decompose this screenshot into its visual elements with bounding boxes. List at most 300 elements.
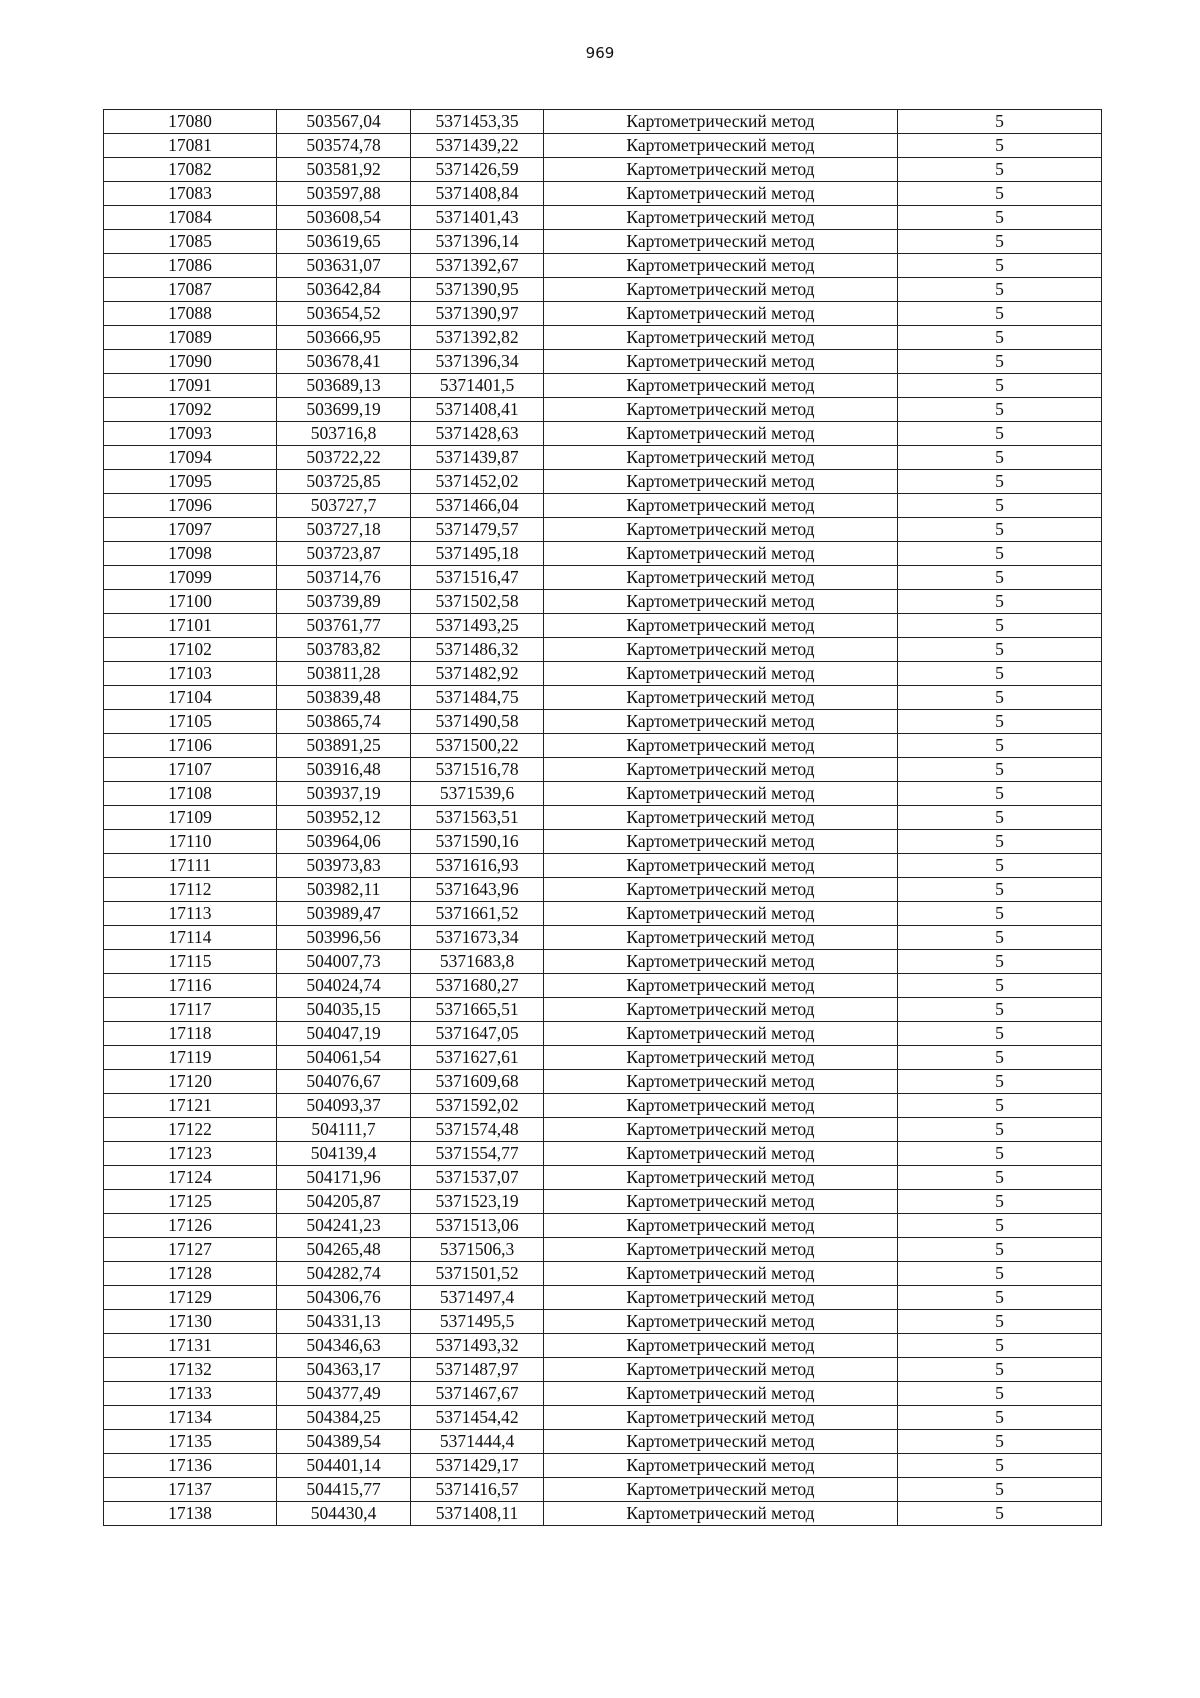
y-coordinate-cell: 5371647,05 <box>411 1022 544 1046</box>
table-row <box>104 902 1102 926</box>
x-coordinate-cell: 503608,54 <box>277 206 411 230</box>
x-coordinate-cell: 503581,92 <box>277 158 411 182</box>
point-number-cell: 17098 <box>104 542 277 566</box>
method-cell: Картометрический метод <box>544 926 898 950</box>
accuracy-cell: 5 <box>898 206 1102 230</box>
table-row <box>104 374 1102 398</box>
accuracy-cell: 5 <box>898 134 1102 158</box>
accuracy-cell: 5 <box>898 1382 1102 1406</box>
point-number-cell: 17104 <box>104 686 277 710</box>
table-row <box>104 278 1102 302</box>
table-row <box>104 446 1102 470</box>
table-row <box>104 230 1102 254</box>
point-number-cell: 17092 <box>104 398 277 422</box>
y-coordinate-cell: 5371493,25 <box>411 614 544 638</box>
point-number-cell: 17110 <box>104 830 277 854</box>
accuracy-cell: 5 <box>898 182 1102 206</box>
accuracy-cell: 5 <box>898 1310 1102 1334</box>
y-coordinate-cell: 5371627,61 <box>411 1046 544 1070</box>
method-cell: Картометрический метод <box>544 518 898 542</box>
y-coordinate-cell: 5371396,34 <box>411 350 544 374</box>
table-row <box>104 422 1102 446</box>
table-row <box>104 1046 1102 1070</box>
x-coordinate-cell: 504171,96 <box>277 1166 411 1190</box>
x-coordinate-cell: 504389,54 <box>277 1430 411 1454</box>
y-coordinate-cell: 5371513,06 <box>411 1214 544 1238</box>
accuracy-cell: 5 <box>898 1286 1102 1310</box>
x-coordinate-cell: 503567,04 <box>277 110 411 134</box>
y-coordinate-cell: 5371392,82 <box>411 326 544 350</box>
accuracy-cell: 5 <box>898 566 1102 590</box>
point-number-cell: 17093 <box>104 422 277 446</box>
accuracy-cell: 5 <box>898 926 1102 950</box>
method-cell: Картометрический метод <box>544 494 898 518</box>
x-coordinate-cell: 503642,84 <box>277 278 411 302</box>
table-row <box>104 158 1102 182</box>
table-row <box>104 878 1102 902</box>
y-coordinate-cell: 5371539,6 <box>411 782 544 806</box>
table-row <box>104 1022 1102 1046</box>
x-coordinate-cell: 503597,88 <box>277 182 411 206</box>
y-coordinate-cell: 5371500,22 <box>411 734 544 758</box>
point-number-cell: 17116 <box>104 974 277 998</box>
accuracy-cell: 5 <box>898 470 1102 494</box>
x-coordinate-cell: 504093,37 <box>277 1094 411 1118</box>
table-row <box>104 566 1102 590</box>
table-row <box>104 1094 1102 1118</box>
table-row <box>104 302 1102 326</box>
method-cell: Картометрический метод <box>544 278 898 302</box>
point-number-cell: 17137 <box>104 1478 277 1502</box>
method-cell: Картометрический метод <box>544 1502 898 1526</box>
method-cell: Картометрический метод <box>544 1286 898 1310</box>
method-cell: Картометрический метод <box>544 1454 898 1478</box>
x-coordinate-cell: 504430,4 <box>277 1502 411 1526</box>
y-coordinate-cell: 5371574,48 <box>411 1118 544 1142</box>
accuracy-cell: 5 <box>898 1430 1102 1454</box>
table-row <box>104 542 1102 566</box>
y-coordinate-cell: 5371616,93 <box>411 854 544 878</box>
table-row <box>104 1502 1102 1526</box>
table-row <box>104 1382 1102 1406</box>
y-coordinate-cell: 5371673,34 <box>411 926 544 950</box>
table-row <box>104 686 1102 710</box>
point-number-cell: 17099 <box>104 566 277 590</box>
method-cell: Картометрический метод <box>544 158 898 182</box>
point-number-cell: 17111 <box>104 854 277 878</box>
coordinates-table <box>103 109 1102 1526</box>
table-row <box>104 110 1102 134</box>
accuracy-cell: 5 <box>898 302 1102 326</box>
method-cell: Картометрический метод <box>544 350 898 374</box>
x-coordinate-cell: 504047,19 <box>277 1022 411 1046</box>
accuracy-cell: 5 <box>898 494 1102 518</box>
y-coordinate-cell: 5371506,3 <box>411 1238 544 1262</box>
table-row <box>104 518 1102 542</box>
point-number-cell: 17102 <box>104 638 277 662</box>
point-number-cell: 17138 <box>104 1502 277 1526</box>
accuracy-cell: 5 <box>898 998 1102 1022</box>
accuracy-cell: 5 <box>898 518 1102 542</box>
point-number-cell: 17128 <box>104 1262 277 1286</box>
point-number-cell: 17124 <box>104 1166 277 1190</box>
method-cell: Картометрический метод <box>544 302 898 326</box>
point-number-cell: 17114 <box>104 926 277 950</box>
coordinates-table-body <box>104 110 1102 1526</box>
method-cell: Картометрический метод <box>544 1022 898 1046</box>
table-row <box>104 1454 1102 1478</box>
method-cell: Картометрический метод <box>544 1334 898 1358</box>
y-coordinate-cell: 5371661,52 <box>411 902 544 926</box>
accuracy-cell: 5 <box>898 374 1102 398</box>
accuracy-cell: 5 <box>898 758 1102 782</box>
accuracy-cell: 5 <box>898 1118 1102 1142</box>
method-cell: Картометрический метод <box>544 566 898 590</box>
method-cell: Картометрический метод <box>544 1118 898 1142</box>
x-coordinate-cell: 504346,63 <box>277 1334 411 1358</box>
accuracy-cell: 5 <box>898 1358 1102 1382</box>
accuracy-cell: 5 <box>898 878 1102 902</box>
accuracy-cell: 5 <box>898 710 1102 734</box>
x-coordinate-cell: 503631,07 <box>277 254 411 278</box>
y-coordinate-cell: 5371466,04 <box>411 494 544 518</box>
x-coordinate-cell: 504363,17 <box>277 1358 411 1382</box>
x-coordinate-cell: 504377,49 <box>277 1382 411 1406</box>
accuracy-cell: 5 <box>898 662 1102 686</box>
x-coordinate-cell: 503574,78 <box>277 134 411 158</box>
x-coordinate-cell: 503952,12 <box>277 806 411 830</box>
y-coordinate-cell: 5371643,96 <box>411 878 544 902</box>
accuracy-cell: 5 <box>898 350 1102 374</box>
point-number-cell: 17081 <box>104 134 277 158</box>
point-number-cell: 17131 <box>104 1334 277 1358</box>
point-number-cell: 17135 <box>104 1430 277 1454</box>
y-coordinate-cell: 5371680,27 <box>411 974 544 998</box>
point-number-cell: 17136 <box>104 1454 277 1478</box>
table-row <box>104 974 1102 998</box>
y-coordinate-cell: 5371516,78 <box>411 758 544 782</box>
y-coordinate-cell: 5371401,5 <box>411 374 544 398</box>
method-cell: Картометрический метод <box>544 1070 898 1094</box>
point-number-cell: 17082 <box>104 158 277 182</box>
point-number-cell: 17113 <box>104 902 277 926</box>
table-row <box>104 1214 1102 1238</box>
x-coordinate-cell: 504415,77 <box>277 1478 411 1502</box>
method-cell: Картометрический метод <box>544 1382 898 1406</box>
method-cell: Картометрический метод <box>544 230 898 254</box>
x-coordinate-cell: 504331,13 <box>277 1310 411 1334</box>
x-coordinate-cell: 504024,74 <box>277 974 411 998</box>
accuracy-cell: 5 <box>898 326 1102 350</box>
method-cell: Картометрический метод <box>544 974 898 998</box>
x-coordinate-cell: 503666,95 <box>277 326 411 350</box>
table-row <box>104 1190 1102 1214</box>
point-number-cell: 17086 <box>104 254 277 278</box>
y-coordinate-cell: 5371467,67 <box>411 1382 544 1406</box>
method-cell: Картометрический метод <box>544 806 898 830</box>
point-number-cell: 17121 <box>104 1094 277 1118</box>
table-row <box>104 662 1102 686</box>
y-coordinate-cell: 5371537,07 <box>411 1166 544 1190</box>
method-cell: Картометрический метод <box>544 1166 898 1190</box>
accuracy-cell: 5 <box>898 1478 1102 1502</box>
method-cell: Картометрический метод <box>544 686 898 710</box>
y-coordinate-cell: 5371516,47 <box>411 566 544 590</box>
table-row <box>104 1262 1102 1286</box>
method-cell: Картометрический метод <box>544 1238 898 1262</box>
point-number-cell: 17080 <box>104 110 277 134</box>
table-row <box>104 710 1102 734</box>
y-coordinate-cell: 5371590,16 <box>411 830 544 854</box>
y-coordinate-cell: 5371408,84 <box>411 182 544 206</box>
point-number-cell: 17112 <box>104 878 277 902</box>
point-number-cell: 17127 <box>104 1238 277 1262</box>
y-coordinate-cell: 5371495,5 <box>411 1310 544 1334</box>
x-coordinate-cell: 503996,56 <box>277 926 411 950</box>
accuracy-cell: 5 <box>898 1070 1102 1094</box>
table-row <box>104 950 1102 974</box>
y-coordinate-cell: 5371396,14 <box>411 230 544 254</box>
method-cell: Картометрический метод <box>544 782 898 806</box>
point-number-cell: 17097 <box>104 518 277 542</box>
x-coordinate-cell: 503783,82 <box>277 638 411 662</box>
table-row <box>104 758 1102 782</box>
accuracy-cell: 5 <box>898 1454 1102 1478</box>
method-cell: Картометрический метод <box>544 878 898 902</box>
point-number-cell: 17109 <box>104 806 277 830</box>
accuracy-cell: 5 <box>898 1142 1102 1166</box>
x-coordinate-cell: 503973,83 <box>277 854 411 878</box>
x-coordinate-cell: 504241,23 <box>277 1214 411 1238</box>
method-cell: Картометрический метод <box>544 902 898 926</box>
method-cell: Картометрический метод <box>544 830 898 854</box>
y-coordinate-cell: 5371392,67 <box>411 254 544 278</box>
x-coordinate-cell: 504111,7 <box>277 1118 411 1142</box>
accuracy-cell: 5 <box>898 158 1102 182</box>
table-row <box>104 1118 1102 1142</box>
point-number-cell: 17122 <box>104 1118 277 1142</box>
method-cell: Картометрический метод <box>544 1142 898 1166</box>
accuracy-cell: 5 <box>898 1022 1102 1046</box>
accuracy-cell: 5 <box>898 1238 1102 1262</box>
y-coordinate-cell: 5371554,77 <box>411 1142 544 1166</box>
x-coordinate-cell: 503654,52 <box>277 302 411 326</box>
y-coordinate-cell: 5371428,63 <box>411 422 544 446</box>
x-coordinate-cell: 503989,47 <box>277 902 411 926</box>
table-row <box>104 590 1102 614</box>
table-row <box>104 1430 1102 1454</box>
point-number-cell: 17130 <box>104 1310 277 1334</box>
method-cell: Картометрический метод <box>544 614 898 638</box>
x-coordinate-cell: 504035,15 <box>277 998 411 1022</box>
accuracy-cell: 5 <box>898 734 1102 758</box>
x-coordinate-cell: 504061,54 <box>277 1046 411 1070</box>
x-coordinate-cell: 504282,74 <box>277 1262 411 1286</box>
point-number-cell: 17083 <box>104 182 277 206</box>
y-coordinate-cell: 5371479,57 <box>411 518 544 542</box>
method-cell: Картометрический метод <box>544 1214 898 1238</box>
x-coordinate-cell: 504007,73 <box>277 950 411 974</box>
method-cell: Картометрический метод <box>544 854 898 878</box>
method-cell: Картометрический метод <box>544 1046 898 1070</box>
point-number-cell: 17091 <box>104 374 277 398</box>
accuracy-cell: 5 <box>898 398 1102 422</box>
method-cell: Картометрический метод <box>544 1406 898 1430</box>
accuracy-cell: 5 <box>898 278 1102 302</box>
table-row <box>104 1070 1102 1094</box>
table-row <box>104 182 1102 206</box>
x-coordinate-cell: 503982,11 <box>277 878 411 902</box>
method-cell: Картометрический метод <box>544 254 898 278</box>
x-coordinate-cell: 503964,06 <box>277 830 411 854</box>
table-row <box>104 494 1102 518</box>
table-row <box>104 1406 1102 1430</box>
table-row <box>104 470 1102 494</box>
y-coordinate-cell: 5371426,59 <box>411 158 544 182</box>
point-number-cell: 17096 <box>104 494 277 518</box>
point-number-cell: 17123 <box>104 1142 277 1166</box>
table-row <box>104 1166 1102 1190</box>
accuracy-cell: 5 <box>898 686 1102 710</box>
x-coordinate-cell: 504076,67 <box>277 1070 411 1094</box>
x-coordinate-cell: 503811,28 <box>277 662 411 686</box>
method-cell: Картометрический метод <box>544 1358 898 1382</box>
y-coordinate-cell: 5371486,32 <box>411 638 544 662</box>
x-coordinate-cell: 503937,19 <box>277 782 411 806</box>
accuracy-cell: 5 <box>898 806 1102 830</box>
x-coordinate-cell: 504384,25 <box>277 1406 411 1430</box>
method-cell: Картометрический метод <box>544 1190 898 1214</box>
y-coordinate-cell: 5371495,18 <box>411 542 544 566</box>
accuracy-cell: 5 <box>898 902 1102 926</box>
accuracy-cell: 5 <box>898 1334 1102 1358</box>
point-number-cell: 17089 <box>104 326 277 350</box>
y-coordinate-cell: 5371487,97 <box>411 1358 544 1382</box>
y-coordinate-cell: 5371453,35 <box>411 110 544 134</box>
table-row <box>104 134 1102 158</box>
table-row <box>104 614 1102 638</box>
y-coordinate-cell: 5371390,95 <box>411 278 544 302</box>
accuracy-cell: 5 <box>898 950 1102 974</box>
y-coordinate-cell: 5371523,19 <box>411 1190 544 1214</box>
table-row <box>104 782 1102 806</box>
table-row <box>104 326 1102 350</box>
x-coordinate-cell: 503891,25 <box>277 734 411 758</box>
point-number-cell: 17107 <box>104 758 277 782</box>
y-coordinate-cell: 5371416,57 <box>411 1478 544 1502</box>
x-coordinate-cell: 503839,48 <box>277 686 411 710</box>
table-row <box>104 830 1102 854</box>
accuracy-cell: 5 <box>898 1046 1102 1070</box>
method-cell: Картометрический метод <box>544 326 898 350</box>
x-coordinate-cell: 504265,48 <box>277 1238 411 1262</box>
y-coordinate-cell: 5371408,41 <box>411 398 544 422</box>
y-coordinate-cell: 5371444,4 <box>411 1430 544 1454</box>
y-coordinate-cell: 5371390,97 <box>411 302 544 326</box>
x-coordinate-cell: 503727,18 <box>277 518 411 542</box>
table-row <box>104 1310 1102 1334</box>
y-coordinate-cell: 5371490,58 <box>411 710 544 734</box>
y-coordinate-cell: 5371665,51 <box>411 998 544 1022</box>
accuracy-cell: 5 <box>898 1262 1102 1286</box>
accuracy-cell: 5 <box>898 830 1102 854</box>
x-coordinate-cell: 503678,41 <box>277 350 411 374</box>
y-coordinate-cell: 5371592,02 <box>411 1094 544 1118</box>
point-number-cell: 17103 <box>104 662 277 686</box>
method-cell: Картометрический метод <box>544 206 898 230</box>
x-coordinate-cell: 503699,19 <box>277 398 411 422</box>
accuracy-cell: 5 <box>898 1214 1102 1238</box>
method-cell: Картометрический метод <box>544 734 898 758</box>
method-cell: Картометрический метод <box>544 590 898 614</box>
point-number-cell: 17106 <box>104 734 277 758</box>
x-coordinate-cell: 503716,8 <box>277 422 411 446</box>
accuracy-cell: 5 <box>898 1406 1102 1430</box>
x-coordinate-cell: 503723,87 <box>277 542 411 566</box>
y-coordinate-cell: 5371497,4 <box>411 1286 544 1310</box>
accuracy-cell: 5 <box>898 974 1102 998</box>
point-number-cell: 17084 <box>104 206 277 230</box>
table-row <box>104 398 1102 422</box>
y-coordinate-cell: 5371439,22 <box>411 134 544 158</box>
y-coordinate-cell: 5371429,17 <box>411 1454 544 1478</box>
y-coordinate-cell: 5371502,58 <box>411 590 544 614</box>
point-number-cell: 17090 <box>104 350 277 374</box>
x-coordinate-cell: 503689,13 <box>277 374 411 398</box>
point-number-cell: 17119 <box>104 1046 277 1070</box>
point-number-cell: 17088 <box>104 302 277 326</box>
x-coordinate-cell: 503865,74 <box>277 710 411 734</box>
method-cell: Картометрический метод <box>544 182 898 206</box>
accuracy-cell: 5 <box>898 542 1102 566</box>
x-coordinate-cell: 503619,65 <box>277 230 411 254</box>
point-number-cell: 17118 <box>104 1022 277 1046</box>
method-cell: Картометрический метод <box>544 374 898 398</box>
x-coordinate-cell: 504205,87 <box>277 1190 411 1214</box>
x-coordinate-cell: 504306,76 <box>277 1286 411 1310</box>
table-row <box>104 806 1102 830</box>
point-number-cell: 17087 <box>104 278 277 302</box>
method-cell: Картометрический метод <box>544 1430 898 1454</box>
x-coordinate-cell: 503722,22 <box>277 446 411 470</box>
point-number-cell: 17120 <box>104 1070 277 1094</box>
y-coordinate-cell: 5371452,02 <box>411 470 544 494</box>
page-number: 969 <box>585 44 615 62</box>
accuracy-cell: 5 <box>898 1094 1102 1118</box>
method-cell: Картометрический метод <box>544 950 898 974</box>
x-coordinate-cell: 503714,76 <box>277 566 411 590</box>
point-number-cell: 17105 <box>104 710 277 734</box>
method-cell: Картометрический метод <box>544 1478 898 1502</box>
accuracy-cell: 5 <box>898 1190 1102 1214</box>
method-cell: Картометрический метод <box>544 1262 898 1286</box>
point-number-cell: 17101 <box>104 614 277 638</box>
y-coordinate-cell: 5371482,92 <box>411 662 544 686</box>
table-row <box>104 206 1102 230</box>
accuracy-cell: 5 <box>898 446 1102 470</box>
accuracy-cell: 5 <box>898 1166 1102 1190</box>
y-coordinate-cell: 5371501,52 <box>411 1262 544 1286</box>
accuracy-cell: 5 <box>898 230 1102 254</box>
x-coordinate-cell: 503916,48 <box>277 758 411 782</box>
point-number-cell: 17125 <box>104 1190 277 1214</box>
accuracy-cell: 5 <box>898 1502 1102 1526</box>
method-cell: Картометрический метод <box>544 134 898 158</box>
x-coordinate-cell: 503761,77 <box>277 614 411 638</box>
x-coordinate-cell: 503725,85 <box>277 470 411 494</box>
y-coordinate-cell: 5371609,68 <box>411 1070 544 1094</box>
point-number-cell: 17115 <box>104 950 277 974</box>
